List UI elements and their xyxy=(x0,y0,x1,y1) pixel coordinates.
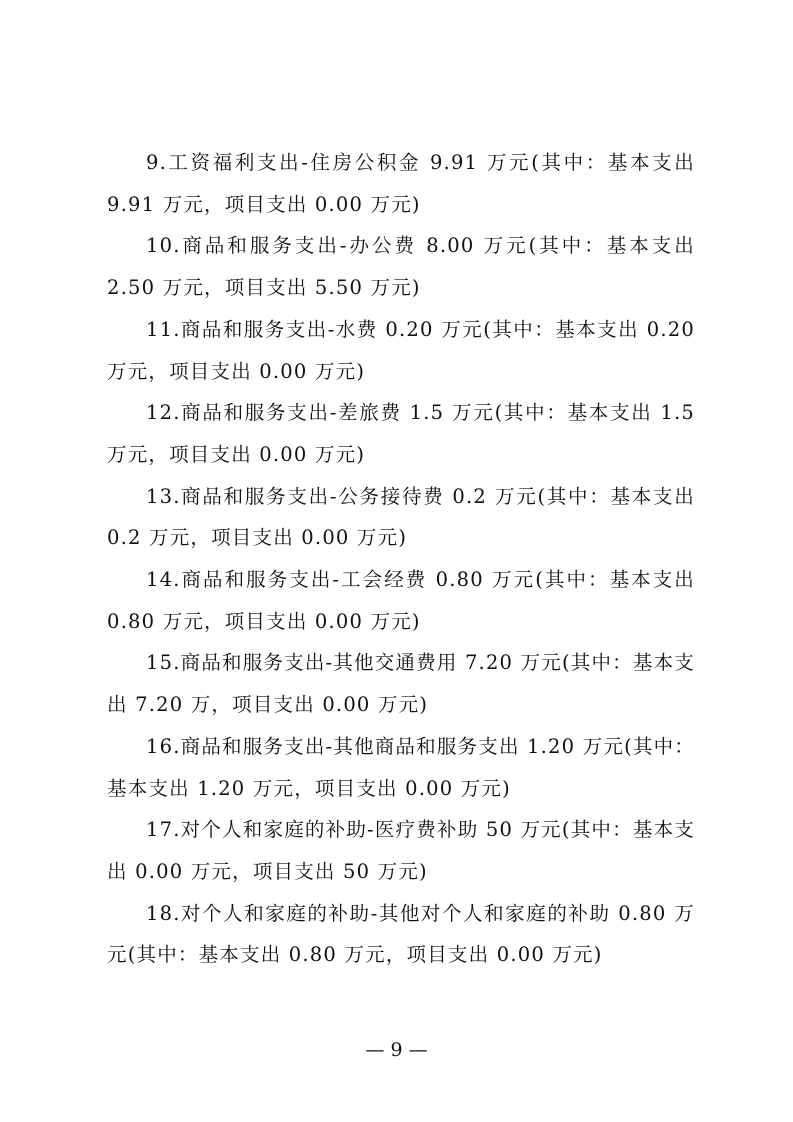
paragraph-item-9: 9.工资福利支出-住房公积金 9.91 万元(其中：基本支出 9.91 万元，项目支出 0.00 万元) xyxy=(107,151,695,216)
paragraph-item-18: 18.对个人和家庭的补助-其他对个人和家庭的补助 0.80 万元(其中：基本支出 0.80 万元，项目支出 0.00 万元) xyxy=(107,901,695,967)
page-number: — 9 — xyxy=(365,1039,428,1061)
page-footer xyxy=(0,1038,793,1062)
page-content xyxy=(107,142,695,976)
paragraph-item-13: 13.商品和服务支出-公务接待费 0.2 万元(其中：基本支出 0.2 万元，项目支出 0.00 万元) xyxy=(107,484,695,550)
paragraph-item-16: 16.商品和服务支出-其他商品和服务支出 1.20 万元(其中：基本支出 1.20 万元，项目支出 0.00 万元) xyxy=(107,734,695,800)
paragraph-item-14: 14.商品和服务支出-工会经费 0.80 万元(其中：基本支出 0.80 万元，项目支出 0.00 万元) xyxy=(107,568,695,633)
paragraph-item-12: 12.商品和服务支出-差旅费 1.5 万元(其中：基本支出 1.5 万元，项目支出 0.00 万元) xyxy=(107,401,695,466)
paragraph-item-10: 10.商品和服务支出-办公费 8.00 万元(其中：基本支出 2.50 万元，项目支出 5.50 万元) xyxy=(107,234,695,300)
paragraph-item-11: 11.商品和服务支出-水费 0.20 万元(其中：基本支出 0.20 万元，项目支出 0.00 万元) xyxy=(107,317,695,383)
paragraph-item-17: 17.对个人和家庭的补助-医疗费补助 50 万元(其中：基本支出 0.00 万元，项目支出 50 万元) xyxy=(107,818,695,883)
paragraph-item-15: 15.商品和服务支出-其他交通费用 7.20 万元(其中：基本支出 7.20 万，项目支出 0.00 万元) xyxy=(107,651,695,717)
